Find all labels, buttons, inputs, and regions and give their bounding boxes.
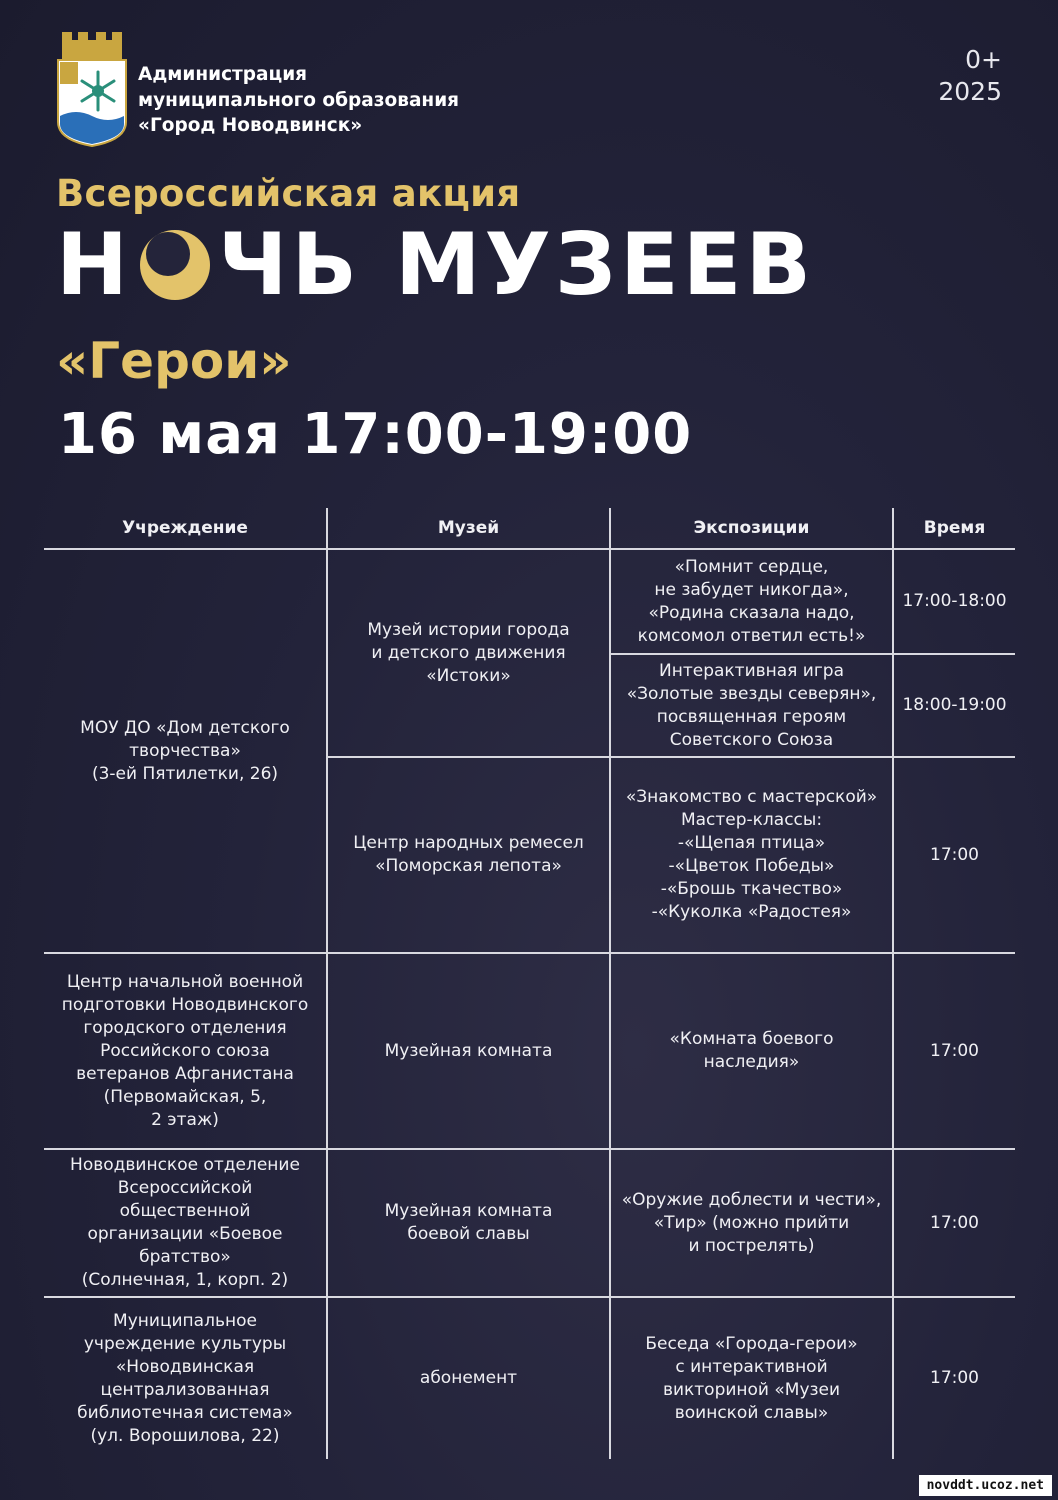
museum-cell: абонемент — [327, 1297, 610, 1459]
admin-line-1: Администрация — [138, 64, 308, 85]
museum-cell: Музей истории города и детского движения «Истоки» — [327, 549, 610, 757]
header-time: Время — [893, 508, 1015, 549]
coat-of-arms-icon — [54, 30, 130, 148]
event-date-time: 16 мая 17:00-19:00 — [58, 402, 693, 467]
time-cell: 17:00-18:00 — [893, 549, 1015, 654]
table-row — [44, 1297, 1015, 1459]
header-institution: Учреждение — [44, 508, 327, 549]
museum-cell: Музейная комната — [327, 953, 610, 1149]
admin-line-3: «Город Новодвинск» — [138, 115, 363, 136]
title-part-1: Н — [56, 215, 132, 315]
museum-cell: Центр народных ремесел «Поморская лепота» — [327, 757, 610, 953]
exposition-cell: «Знакомство с мастерской» Мастер-классы: -«Щепая птица» -«Цветок Победы» -«Брошь ткачество» -«Куколка «Радостея» — [610, 757, 893, 953]
admin-line-2: муниципального образования — [138, 89, 460, 111]
exposition-cell: «Комната боевого наследия» — [610, 953, 893, 1149]
museum-cell: Музейная комната боевой славы — [327, 1149, 610, 1297]
exposition-cell: «Помнит сердце, не забудет никогда», «Родина сказала надо, комсомол ответил есть!» — [610, 549, 893, 654]
table-row — [44, 549, 1015, 654]
site-watermark: novddt.ucoz.net — [919, 1475, 1052, 1496]
time-cell: 17:00 — [893, 1297, 1015, 1459]
table-row — [44, 1149, 1015, 1297]
header-museum: Музей — [327, 508, 610, 549]
event-subtitle: Всероссийская акция — [56, 172, 521, 215]
administration-name — [138, 62, 538, 139]
event-title — [56, 215, 856, 315]
moon-icon — [138, 228, 212, 302]
table-row — [44, 953, 1015, 1149]
header-expositions: Экспозиции — [610, 508, 893, 549]
time-cell: 17:00 — [893, 1149, 1015, 1297]
year: 2025 — [938, 77, 1002, 106]
institution-cell: Муниципальное учреждение культуры «Новодвинская централизованная библиотечная система» (ул. Ворошилова, 22) — [77, 1310, 293, 1446]
time-cell: 17:00 — [893, 757, 1015, 953]
schedule-table — [44, 508, 1015, 1459]
institution-cell: Центр начальной военной подготовки Новодвинского городского отделения Российского союза ветеранов Афганистана (Первомайская, 5, 2 этаж) — [44, 953, 327, 1149]
table-header-row — [44, 508, 1015, 549]
exposition-cell: Беседа «Города-герои» с интерактивной викториной «Музеи воинской славы» — [610, 1297, 893, 1459]
age-rating: 0+ — [965, 45, 1002, 74]
title-part-2: ЧЬ МУЗЕЕВ — [217, 215, 815, 315]
institution-cell: Новодвинское отделение Всероссийской общественной организации «Боевое братство» (Солнечная, 1, корп. 2) — [44, 1149, 327, 1297]
event-theme: «Герои» — [56, 332, 292, 390]
age-year-block — [938, 44, 1002, 108]
time-cell: 17:00 — [893, 953, 1015, 1149]
exposition-cell: «Оружие доблести и чести», «Тир» (можно прийти и пострелять) — [610, 1149, 893, 1297]
institution-cell: МОУ ДО «Дом детского творчества» (3-ей Пятилетки, 26) — [44, 549, 327, 953]
time-cell: 18:00-19:00 — [893, 654, 1015, 757]
exposition-cell: Интерактивная игра «Золотые звезды северян», посвященная героям Советского Союза — [610, 654, 893, 757]
